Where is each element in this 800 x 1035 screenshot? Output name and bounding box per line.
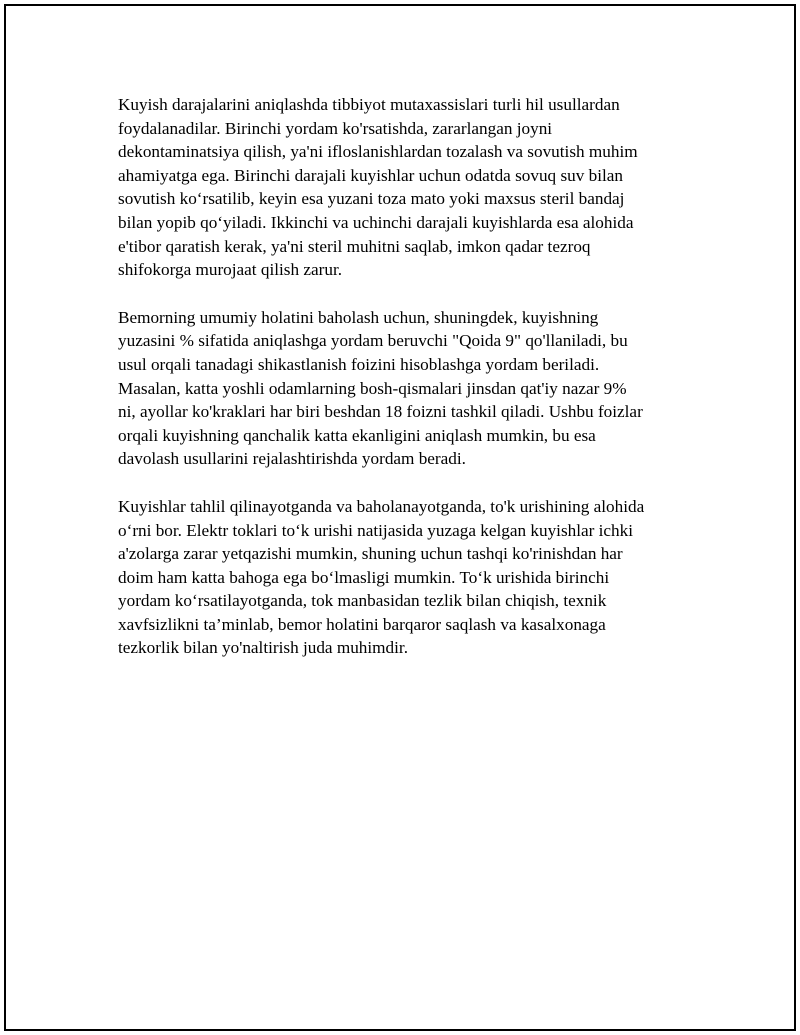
document-body [118,93,698,684]
paragraph-electric-shock: Kuyishlar tahlil qilinayotganda va baholanayotganda, to'k urishining alohida o‘rni bor. Elektr toklari to‘k urishi natijasida yuzaga kelgan kuyishlar ichki a'zolarga zarar yetqazishi mumkin, shuning uchun tashqi ko'rinishdan har doim ham katta bahoga ega bo‘lmasligi mumkin. To‘k urishida birinchi yordam ko‘rsatilayotganda, tok manbasidan tezlik bilan chiqish, texnik xavfsizlikni ta’minlab, bemor holatini barqaror saqlash va kasalxonaga tezkorlik bilan yo'naltirish juda muhimdir. [118,496,645,658]
paragraph-first-aid-burns: Kuyish darajalarini aniqlashda tibbiyot mutaxassislari turli hil usullardan foydalanadilar. Birinchi yordam ko'rsatishda, zararlangan joyni dekontaminatsiya qilish, ya'ni ifloslanishlardan tozalash va sovutish muhim ahamiyatga ega. Birinchi darajali kuyishlar uchun odatda sovuq suv bilan sovutish ko‘rsatilib, keyin esa yuzani toza mato yoki maxsus steril bandaj bilan yopib qo‘yiladi. Ikkinchi va uchinchi darajali kuyishlarda esa alohida e'tibor qaratish kerak, ya'ni steril muhitni saqlab, imkon qadar tezroq shifokorga murojaat qilish zarur. [118,95,638,280]
paragraph-rule-of-nines: Bemorning umumiy holatini baholash uchun, shuningdek, kuyishning yuzasini % sifatida aniqlashga yordam beruvchi "Qoida 9" qo'llaniladi, bu usul orqali tanadagi shikastlanish foizini hisoblashga yordam beriladi. Masalan, katta yoshli odamlarning bosh-qismalari jinsdan qat'iy nazar 9% ni, ayollar ko'kraklari har biri beshdan 18 foizni tashkil qiladi. Ushbu foizlar orqali kuyishning qanchalik katta ekanligini aniqlash mumkin, bu esa davolash usullarini rejalashtirishda yordam beradi. [118,307,643,469]
